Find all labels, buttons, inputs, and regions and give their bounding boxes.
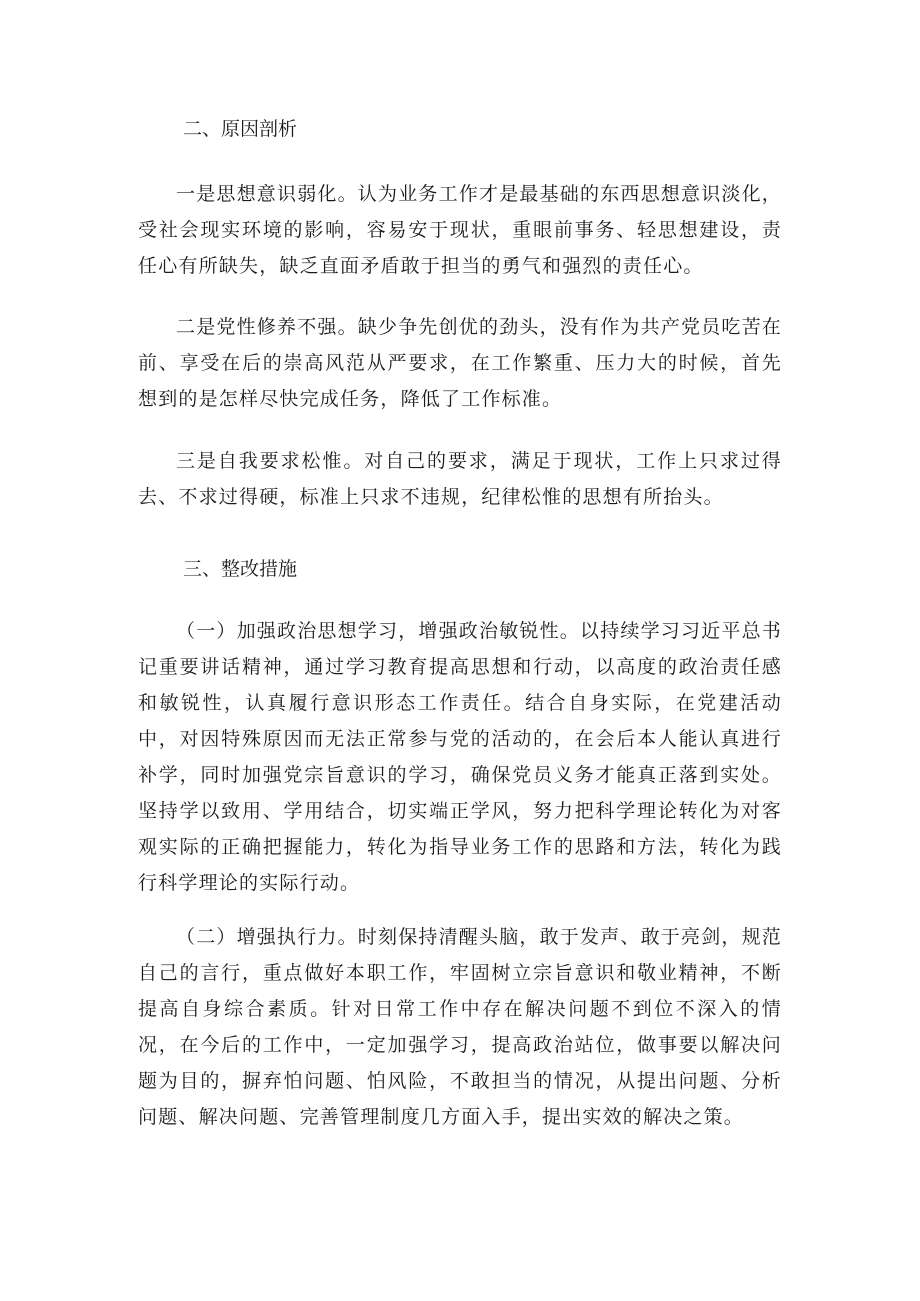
- paragraph-ideology-weakened: 一是思想意识弱化。认为业务工作才是最基础的东西思想意识淡化，受社会现实环境的影响，容易安于现状，重眼前事务、轻思想建设，责任心有所缺失，缺乏直面矛盾敢于担当的勇气和强烈的责任心。: [138, 183, 783, 277]
- section-heading-rectification: 三、整改措施: [183, 558, 298, 580]
- paragraph-political-study: （一）加强政治思想学习，增强政治敏锐性。以持续学习习近平总书记重要讲话精神，通过学习教育提高思想和行动，以高度的政治责任感和敏锐性，认真履行意识形态工作责任。结合自身实际，在党建活动中，对因特殊原因而无法正常参与党的活动的，在会后本人能认真进行补学，同时加强党宗旨意识的学习，确保党员义务才能真正落到实处。坚持学以致用、学用结合，切实端正学风，努力把科学理论转化为对客观实际的正确把握能力，转化为指导业务工作的思路和方法，转化为践行科学理论的实际行动。: [138, 620, 783, 894]
- paragraph-self-discipline: 三是自我要求松惟。对自己的要求，满足于现状，工作上只求过得去、不求过得硬，标准上只求不违规，纪律松惟的思想有所抬头。: [138, 450, 782, 508]
- paragraph-execution: （二）增强执行力。时刻保持清醒头脑，敢于发声、敢于亮剑，规范自己的言行，重点做好本职工作，牢固树立宗旨意识和敬业精神，不断提高自身综合素质。针对日常工作中存在解决问题不到位不深入的情况，在今后的工作中，一定加强学习，提高政治站位，做事要以解决问题为目的，摒弃怕问题、怕风险，不敢担当的情况，从提出问题、分析问题、解决问题、完善管理制度几方面入手，提出实效的解决之策。: [138, 926, 783, 1128]
- paragraph-party-spirit: 二是党性修养不强。缺少争先创优的劲头，没有作为共产党员吃苦在前、享受在后的崇高风范从严要求，在工作繁重、压力大的时候，首先想到的是怎样尽快完成任务，降低了工作标准。: [138, 316, 783, 410]
- section-heading-cause-analysis: 二、原因剖析: [183, 118, 298, 140]
